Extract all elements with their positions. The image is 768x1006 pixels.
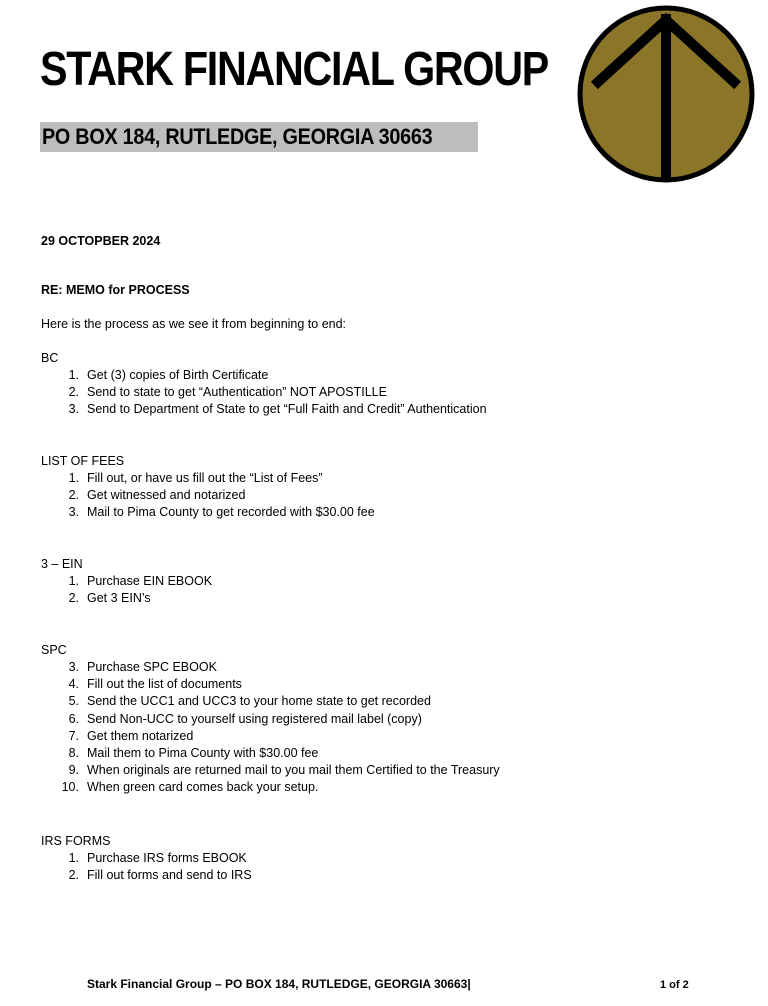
memo-subject: RE: MEMO for PROCESS xyxy=(41,283,190,297)
list-item-number: 3. xyxy=(68,505,79,520)
list-item-text: Fill out the list of documents xyxy=(87,677,242,692)
list-item xyxy=(41,745,500,762)
list-item-number: 10. xyxy=(61,780,79,795)
list-item xyxy=(41,401,487,418)
memo-intro: Here is the process as we see it from beginning to end: xyxy=(41,317,347,331)
list-item xyxy=(41,504,375,521)
list-item-number: 2. xyxy=(68,488,79,503)
list-item-text: Purchase SPC EBOOK xyxy=(87,660,217,674)
section-title-bc: BC xyxy=(41,351,59,365)
list-item xyxy=(41,470,375,487)
list-item-text: Get witnessed and notarized xyxy=(87,488,246,503)
list-item-number: 9. xyxy=(68,763,79,778)
list-item-text: Send to state to get “Authentication” NOT APOSTILLE xyxy=(87,385,387,400)
list-item-number: 1. xyxy=(68,574,79,588)
list-item xyxy=(41,867,252,884)
list-item-number: 8. xyxy=(68,746,79,761)
section-title-spc: SPC xyxy=(41,643,67,657)
list-item-number: 1. xyxy=(68,471,79,485)
list-item-number: 2. xyxy=(68,591,79,606)
list-item-number: 4. xyxy=(68,677,79,692)
list-item-text: Send Non-UCC to yourself using registered mail label (copy) xyxy=(87,711,422,726)
section-list-fees xyxy=(41,470,375,522)
list-item-number: 3. xyxy=(68,660,79,674)
list-item-text: Fill out forms and send to IRS xyxy=(87,868,252,883)
section-title-ein: 3 – EIN xyxy=(41,557,83,571)
memo-date: 29 OCTOPBER 2024 xyxy=(41,234,161,248)
section-title-irs-forms: IRS FORMS xyxy=(41,834,111,848)
list-item-number: 7. xyxy=(68,728,79,743)
list-item-text: Send the UCC1 and UCC3 to your home state to get recorded xyxy=(87,694,431,709)
list-item xyxy=(41,779,500,796)
address-highlight xyxy=(40,122,478,152)
section-list-spc xyxy=(41,659,500,797)
list-item-text: Get them notarized xyxy=(87,728,194,743)
section-list-irs xyxy=(41,850,252,884)
list-item xyxy=(41,487,375,504)
list-item-number: 5. xyxy=(68,694,79,709)
list-item-number: 2. xyxy=(68,385,79,400)
company-address: PO BOX 184, RUTLEDGE, GEORGIA 30663 xyxy=(42,124,433,149)
list-item-number: 6. xyxy=(68,711,79,726)
list-item-text: Purchase EIN EBOOK xyxy=(87,574,213,588)
arrow-up-circle-logo-icon xyxy=(576,4,756,184)
list-item-number: 1. xyxy=(68,851,79,865)
section-title-list-of-fees: LIST OF FEES xyxy=(41,454,125,468)
list-item xyxy=(41,590,212,607)
list-item-text: Mail them to Pima County with $30.00 fee xyxy=(87,746,319,761)
list-item-text: Fill out, or have us fill out the “List of Fees” xyxy=(87,471,323,485)
list-item-text: Send to Department of State to get “Full Faith and Credit” Authentication xyxy=(87,402,487,417)
footer-address: Stark Financial Group – PO BOX 184, RUTLEDGE, GEORGIA 30663| xyxy=(87,977,471,991)
list-item-text: When green card comes back your setup. xyxy=(87,780,319,795)
list-item-text: Get 3 EIN’s xyxy=(87,591,151,606)
list-item xyxy=(41,384,487,401)
list-item-text: When originals are returned mail to you mail them Certified to the Treasury xyxy=(87,763,500,778)
list-item xyxy=(41,573,212,590)
page-number: 1 of 2 xyxy=(660,979,689,991)
list-item xyxy=(41,850,252,867)
list-item-number: 2. xyxy=(68,868,79,883)
list-item-text: Purchase IRS forms EBOOK xyxy=(87,851,247,865)
company-name: STARK FINANCIAL GROUP xyxy=(40,43,549,96)
list-item xyxy=(41,676,500,693)
list-item xyxy=(41,693,500,710)
section-list-bc xyxy=(41,367,487,419)
list-item-number: 3. xyxy=(68,402,79,417)
list-item-text: Mail to Pima County to get recorded with $30.00 fee xyxy=(87,505,375,520)
list-item xyxy=(41,762,500,779)
list-item xyxy=(41,659,500,676)
list-item-number: 1. xyxy=(68,368,79,382)
list-item-text: Get (3) copies of Birth Certificate xyxy=(87,368,269,382)
list-item xyxy=(41,728,500,745)
list-item xyxy=(41,367,487,384)
list-item xyxy=(41,711,500,728)
section-list-ein xyxy=(41,573,212,607)
